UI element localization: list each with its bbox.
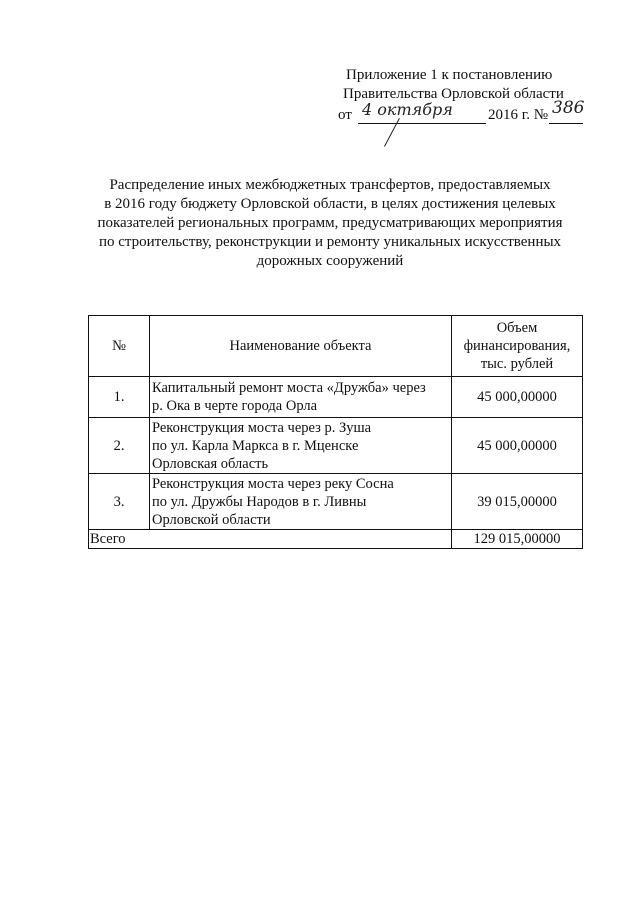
title-line: по строительству, реконструкции и ремонту уникальных искусственных (98, 234, 562, 250)
row-amount: 45 000,00000 (452, 418, 583, 474)
total-amount: 129 015,00000 (452, 530, 583, 549)
appendix-line-1: Приложение 1 к постановлению (346, 67, 553, 83)
header-number: № (89, 316, 150, 377)
row-object-name (150, 418, 452, 474)
header-object-name: Наименование объекта (150, 316, 452, 377)
table-total-row (89, 530, 583, 549)
table-row (89, 474, 583, 530)
document-title (80, 176, 580, 271)
handwritten-date: 4 октября (362, 100, 453, 119)
title-line: дорожных сооружений (256, 253, 404, 269)
year-and-number-label: 2016 г. № (488, 107, 549, 123)
object-name-line: Орловская область (152, 455, 269, 472)
object-name-line: Реконструкция моста через р. Зуша (152, 419, 372, 436)
date-prefix: от (338, 107, 352, 123)
funding-table (88, 315, 583, 549)
header-amount-line: тыс. рублей (480, 356, 554, 372)
row-object-name (150, 474, 452, 530)
row-amount: 39 015,00000 (452, 474, 583, 530)
date-underline (358, 123, 486, 124)
header-amount (452, 316, 583, 377)
decree-date-line (338, 98, 585, 126)
title-line: в 2016 году бюджету Орловской области, в целях достижения целевых (104, 196, 556, 212)
handwritten-number: 386 (552, 98, 585, 118)
table-row (89, 418, 583, 474)
appendix-block (338, 66, 585, 126)
total-label: Всего (89, 530, 452, 549)
header-amount-line: Объем (496, 320, 538, 336)
object-name-line: Орловской области (152, 511, 271, 528)
appendix-line-2: Правительства Орловской области (343, 86, 564, 102)
object-name-line: по ул. Карла Маркса в г. Мценске (152, 437, 359, 454)
header-amount-line: финансирования, (463, 338, 571, 354)
title-line: Распределение иных межбюджетных трансфертов, предоставляемых (109, 177, 551, 193)
object-name-line: р. Ока в черте города Орла (152, 398, 318, 414)
object-name-line: Реконструкция моста через реку Сосна (152, 475, 394, 492)
row-number: 2. (89, 418, 150, 474)
row-number: 3. (89, 474, 150, 530)
table-row (89, 377, 583, 418)
table-header-row (89, 316, 583, 377)
object-name-line: по ул. Дружбы Народов в г. Ливны (152, 493, 367, 510)
title-line: показателей региональных программ, предусматривающих мероприятия (97, 215, 563, 231)
row-number: 1. (89, 377, 150, 418)
number-underline (549, 123, 583, 124)
object-name-line: Капитальный ремонт моста «Дружба» через (152, 380, 426, 396)
row-amount: 45 000,00000 (452, 377, 583, 418)
row-object-name (150, 377, 452, 418)
